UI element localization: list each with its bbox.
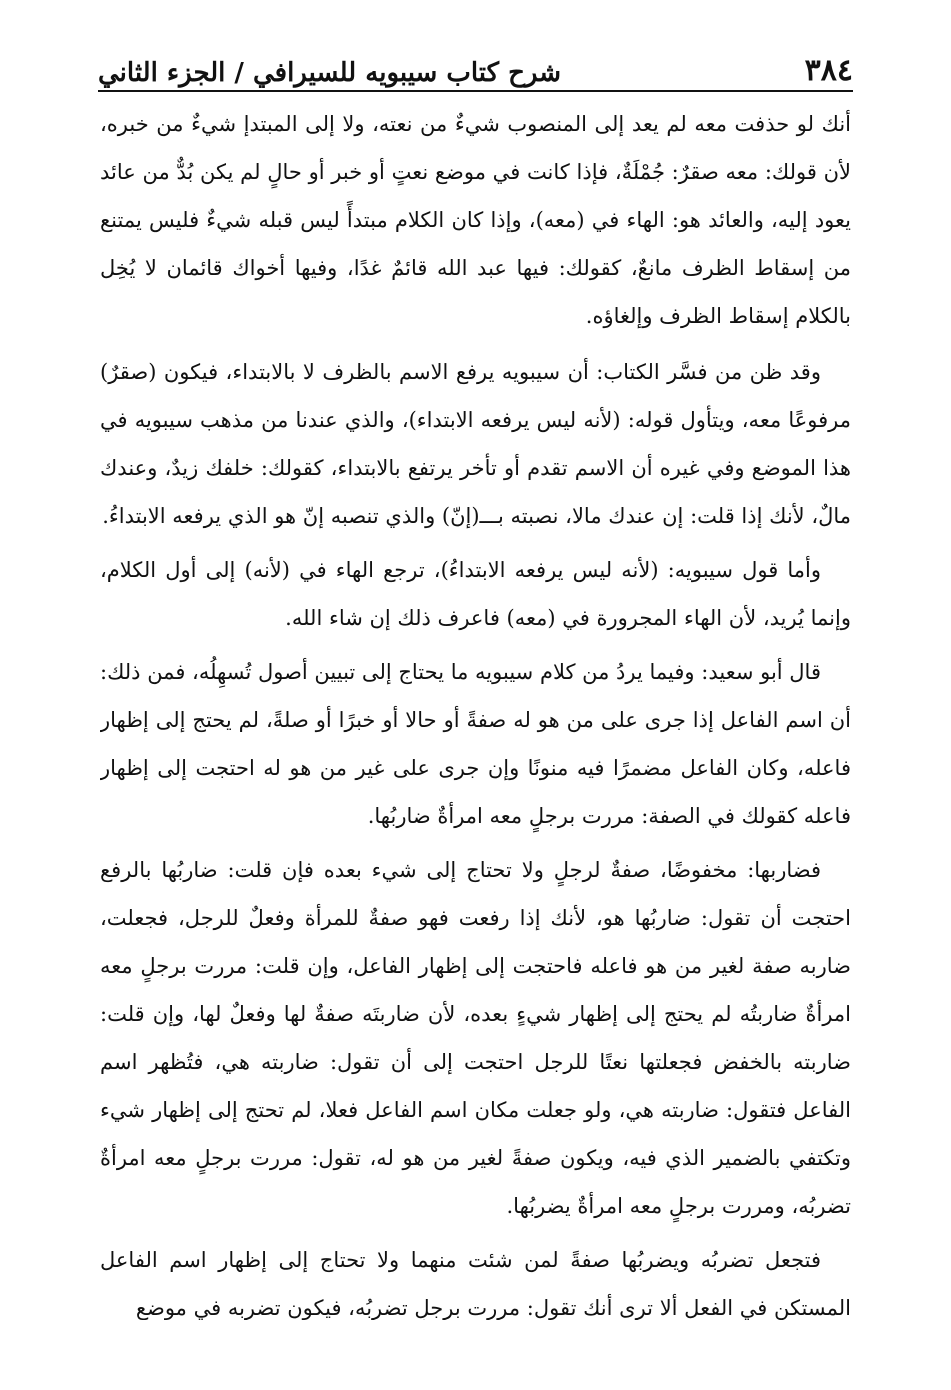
running-header [98,38,853,86]
paragraph: فضاربها: مخفوضًا، صفةٌ لرجلٍ ولا تحتاج إلى شيء بعده فإن قلت: ضاربُها بالرفع احتجت أن تقول: ضاربُها هو، لأنك إذا رفعت فهو صفةٌ للمرأة وفعلٌ للرجل، فجعلت، ضاربه صفة لغير من هو فاعله فاحتجت إلى إظهار الفاعل، وإن قلت: مررت برجلٍ معه امرأةٌ ضاربتُه لم يحتج إلى إظهار شيءٍ بعده، لأن ضاربتَه صفةٌ لها وفعلٌ لها، وإن قلت: ضاربته بالخفض فجعلتها نعتًا للرجل احتجت إلى أن تقول: ضاربته هي، فتُظهر اسم الفاعل فتقول: ضاربته هي، ولو جعلت مكان اسم الفاعل فعلا، لم تحتج إلى إظهار شيء وتكتفي بالضمير الذي فيه، ويكون صفةً لغير من هو له، تقول: مررت برجلٍ معه امرأةٌ تضربُه، ومررت برجلٍ معه امرأةٌ يضربُها. [100,858,851,1218]
body-text [100,100,851,1320]
paragraph: وقد ظن من فسَّر الكتاب: أن سيبويه يرفع الاسم بالظرف لا بالابتداء، فيكون (صقرٌ) مرفوعًا معه، ويتأول قوله: (لأنه ليس يرفعه الابتداء)، والذي عندنا من مذهب سيبويه في هذا الموضع وفي غيره أن الاسم تقدم أو تأخر يرتفع بالابتداء، كقولك: خلفك زيدٌ، وعندك مالٌ، لأنك إذا قلت: إن عندك مالا، نصبته بـــ(إنّ) والذي تنصبه إنّ هو الذي يرفعه الابتداءُ. [100,360,851,528]
page-number: ٣٨٤ [804,53,853,88]
paragraph: قال أبو سعيد: وفيما يردُ من كلام سيبويه ما يحتاج إلى تبيين أصول تُسهِلُه، فمن ذلك: أن اسم الفاعل إذا جرى على من هو له صفةً أو حالا أو خبرًا أو صلةً، لم يحتج إلى إظهار فاعله، وكان الفاعل مضمرًا فيه منونًا وإن جرى على غير من هو له احتجت إلى إظهار فاعله كقولك في الصفة: مررت برجلٍ معه امرأةٌ ضاربُها. [100,660,851,828]
header-rule [98,90,853,92]
running-title: شرح كتاب سيبويه للسيرافي / الجزء الثاني [98,58,561,88]
paragraph: فتجعل تضربُه ويضربُها صفةً لمن شئت منهما ولا تحتاج إلى إظهار اسم الفاعل المستكن في الفعل ألا ترى أنك تقول: مررت برجلٍ تضربُه، فيكون تضربه في موضع [100,1248,851,1320]
paragraph: وأما قول سيبويه: (لأنه ليس يرفعه الابتداءُ)، ترجع الهاء في (لأنه) إلى أول الكلام، وإنما يُريد، لأن الهاء المجرورة في (معه) فاعرف ذلك إن شاء الله. [100,558,851,630]
paragraph: أنك لو حذفت معه لم يعد إلى المنصوب شيءٌ من نعته، ولا إلى المبتدإ شيءٌ من خبره، لأن قولك: معه صقرٌ: جُمْلَةٌ، فإذا كانت في موضع نعتٍ أو خبر أو حالٍ لم يكن بُدٌّ من عائد يعود إليه، والعائد هو: الهاء في (معه)، وإذا كان الكلام مبتدأً ليس قبله شيءٌ فليس يمتنع من إسقاط الظرف مانعٌ، كقولك: فيها عبد الله قائمٌ غدًا، وفيها أخواك قائمان لا يُخِل بالكلام إسقاط الظرف وإلغاؤه. [100,112,851,328]
